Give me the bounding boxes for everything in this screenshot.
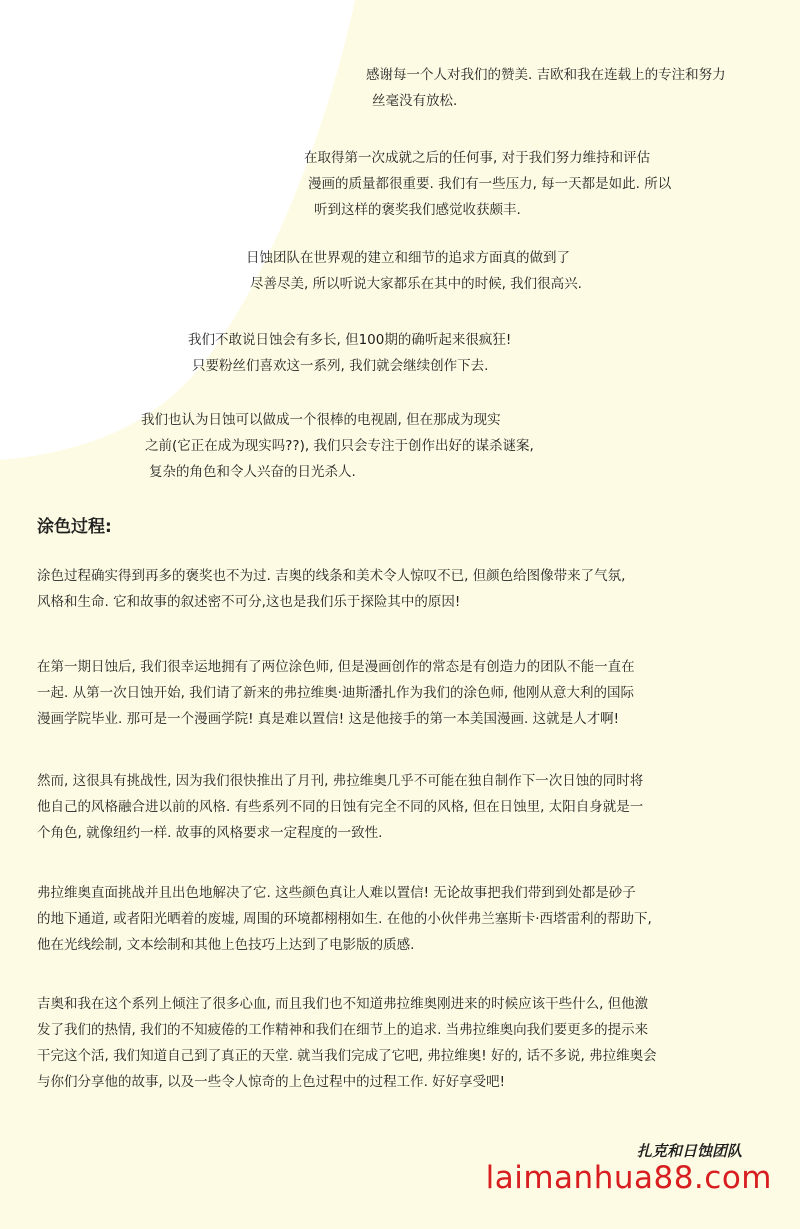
intro-line: 日蚀团队在世界观的建立和细节的追求方面真的做到了 [246,250,570,266]
intro-line: 只要粉丝们喜欢这一系列, 我们就会继续创作下去. [192,358,489,374]
body-line: 一起. 从第一次日蚀开始, 我们请了新来的弗拉维奥·迪斯潘扎作为我们的涂色师, 他刚从意大利的国际 [37,685,635,701]
body-line: 发了我们的热情, 我们的不知疲倦的工作精神和我们在细节上的追求. 当弗拉维奥向我们要更多的提示来 [37,1022,649,1038]
body-line: 与你们分享他的故事, 以及一些令人惊奇的上色过程中的过程工作. 好好享受吧! [37,1074,506,1090]
intro-line: 我们也认为日蚀可以做成一个很棒的电视剧, 但在那成为现实 [141,412,501,428]
body-line: 漫画学院毕业. 那可是一个漫画学院! 真是难以置信! 这是他接手的第一本美国漫画. 这就是人才啊! [37,711,619,727]
intro-line: 在取得第一次成就之后的任何事, 对于我们努力维持和评估 [304,150,651,166]
intro-line: 尽善尽美, 所以听说大家都乐在其中的时候, 我们很高兴. [250,276,582,292]
intro-line: 我们不敢说日蚀会有多长, 但100期的确听起来很疯狂! [188,332,512,348]
body-line: 涂色过程确实得到再多的褒奖也不为过. 吉奥的线条和美术令人惊叹不已, 但颜色给图像带来了气氛, [37,568,626,584]
body-line: 干完这个活, 我们知道自己到了真正的天堂. 就当我们完成了它吧, 弗拉维奥! 好的, 话不多说, 弗拉维奥会 [37,1048,657,1064]
watermark: laimanhua88.com [485,1160,772,1196]
body-line: 风格和生命. 它和故事的叙述密不可分,这也是我们乐于探险其中的原因! [37,594,461,610]
body-line: 在第一期日蚀后, 我们很幸运地拥有了两位涂色师, 但是漫画创作的常态是有创造力的团队不能一直在 [37,659,635,675]
body-line: 弗拉维奥直面挑战并且出色地解决了它. 这些颜色真让人难以置信! 无论故事把我们带到到处都是砂子 [37,885,636,901]
intro-line: 丝毫没有放松. [372,93,458,109]
section-title: 涂色过程: [37,517,112,537]
intro-line: 之前(它正在成为现实吗??), 我们只会专注于创作出好的谋杀谜案, [145,438,534,454]
intro-line: 听到这样的褒奖我们感觉收获颇丰. [314,202,521,218]
body-line: 然而, 这很具有挑战性, 因为我们很快推出了月刊, 弗拉维奥几乎不可能在独自制作下一次日蚀的同时将 [37,773,644,789]
intro-line: 漫画的质量都很重要. 我们有一些压力, 每一天都是如此. 所以 [308,176,672,192]
intro-line: 复杂的角色和令人兴奋的日光杀人. [149,464,356,480]
body-line: 的地下通道, 或者阳光晒着的废墟, 周围的环境都栩栩如生. 在他的小伙伴弗兰塞斯卡·西塔雷利的帮助下, [37,911,652,927]
body-line: 他自己的风格融合进以前的风格. 有些系列不同的日蚀有完全不同的风格, 但在日蚀里, 太阳自身就是一 [37,799,644,815]
signature: 扎克和日蚀团队 [636,1142,742,1160]
body-line: 个角色, 就像纽约一样. 故事的风格要求一定程度的一致性. [37,825,383,841]
body-line: 他在光线绘制, 文本绘制和其他上色技巧上达到了电影版的质感. [37,937,415,953]
body-line: 吉奥和我在这个系列上倾注了很多心血, 而且我们也不知道弗拉维奥刚进来的时候应该干些什么, 但他激 [37,996,649,1012]
intro-line: 感谢每一个人对我们的赞美. 吉欧和我在连载上的专注和努力 [366,67,726,83]
